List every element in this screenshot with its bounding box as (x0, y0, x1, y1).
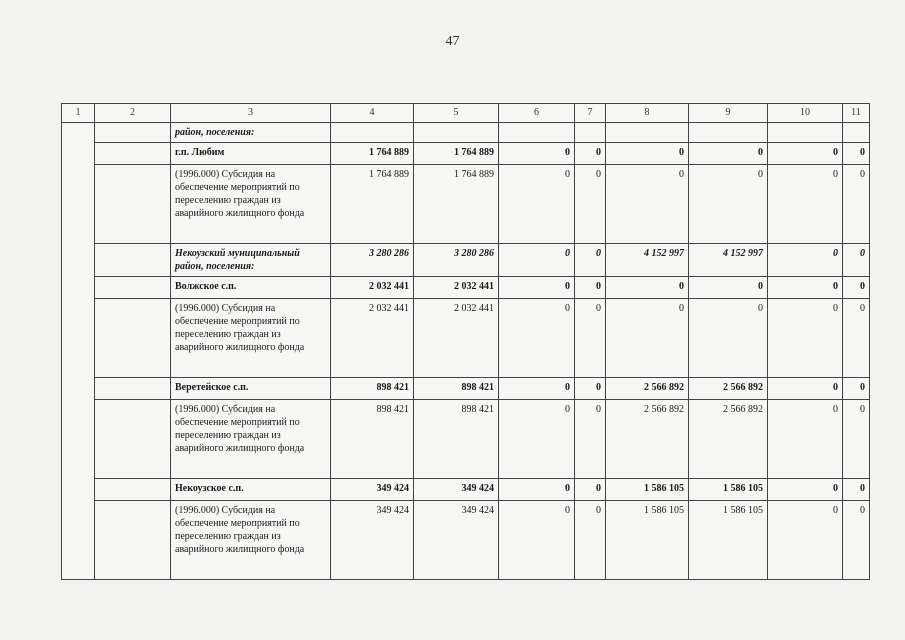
value-cell: 0 (499, 165, 575, 244)
value-cell (843, 123, 870, 143)
value-cell: 1 586 105 (689, 501, 768, 580)
value-cell: 0 (606, 299, 689, 378)
value-cell: 0 (499, 277, 575, 299)
value-cell: 2 566 892 (689, 400, 768, 479)
value-cell: 1 764 889 (414, 165, 499, 244)
page-number: 47 (445, 34, 460, 49)
column-number: 7 (575, 104, 606, 123)
budget-table (61, 103, 870, 580)
value-cell (768, 123, 843, 143)
table-row (62, 378, 870, 400)
value-cell: 0 (499, 400, 575, 479)
value-cell: 0 (843, 479, 870, 501)
value-cell (499, 123, 575, 143)
value-cell: 1 764 889 (414, 143, 499, 165)
value-cell: 0 (575, 299, 606, 378)
column-2-cell (95, 244, 171, 277)
value-cell: 349 424 (414, 501, 499, 580)
table-row (62, 123, 870, 143)
value-cell: 0 (606, 277, 689, 299)
row-name: г.п. Любим (171, 143, 331, 165)
value-cell: 2 032 441 (331, 299, 414, 378)
row-name: (1996.000) Субсидия на обеспечение мероприятий по переселению граждан из аварийного жилищного фонда (171, 501, 331, 580)
value-cell: 0 (689, 143, 768, 165)
value-cell: 4 152 997 (689, 244, 768, 277)
value-cell: 0 (499, 244, 575, 277)
value-cell: 0 (575, 501, 606, 580)
column-number: 6 (499, 104, 575, 123)
row-name: Некоузское с.п. (171, 479, 331, 501)
value-cell: 2 566 892 (606, 378, 689, 400)
column-2-cell (95, 277, 171, 299)
column-1-cell (62, 123, 95, 580)
value-cell: 0 (575, 277, 606, 299)
value-cell: 1 764 889 (331, 165, 414, 244)
value-cell: 0 (843, 277, 870, 299)
column-number: 10 (768, 104, 843, 123)
value-cell: 0 (768, 479, 843, 501)
value-cell: 0 (499, 479, 575, 501)
value-cell: 0 (843, 143, 870, 165)
column-2-cell (95, 501, 171, 580)
value-cell: 2 566 892 (689, 378, 768, 400)
row-name: Веретейское с.п. (171, 378, 331, 400)
column-number: 4 (331, 104, 414, 123)
column-2-cell (95, 299, 171, 378)
value-cell: 0 (768, 299, 843, 378)
value-cell: 1 586 105 (606, 501, 689, 580)
value-cell: 0 (575, 400, 606, 479)
row-name: Волжское с.п. (171, 277, 331, 299)
value-cell: 0 (689, 299, 768, 378)
value-cell: 0 (606, 165, 689, 244)
column-2-cell (95, 123, 171, 143)
value-cell: 0 (768, 400, 843, 479)
value-cell: 898 421 (414, 378, 499, 400)
value-cell: 0 (843, 299, 870, 378)
value-cell: 0 (606, 143, 689, 165)
value-cell (331, 123, 414, 143)
value-cell: 0 (499, 143, 575, 165)
column-number: 9 (689, 104, 768, 123)
column-number: 2 (95, 104, 171, 123)
column-number-row (62, 104, 870, 123)
value-cell (689, 123, 768, 143)
column-2-cell (95, 165, 171, 244)
value-cell: 3 280 286 (414, 244, 499, 277)
row-name: (1996.000) Субсидия на обеспечение мероприятий по переселению граждан из аварийного жилищного фонда (171, 400, 331, 479)
value-cell: 0 (575, 479, 606, 501)
value-cell: 0 (689, 277, 768, 299)
value-cell: 349 424 (414, 479, 499, 501)
table-row (62, 143, 870, 165)
column-2-cell (95, 479, 171, 501)
value-cell: 2 032 441 (331, 277, 414, 299)
value-cell: 898 421 (414, 400, 499, 479)
column-2-cell (95, 143, 171, 165)
value-cell: 0 (499, 299, 575, 378)
value-cell: 0 (843, 165, 870, 244)
value-cell: 0 (499, 378, 575, 400)
table-row (62, 501, 870, 580)
value-cell (414, 123, 499, 143)
value-cell: 0 (768, 501, 843, 580)
value-cell: 0 (768, 277, 843, 299)
table-row (62, 479, 870, 501)
table-row (62, 299, 870, 378)
value-cell: 0 (768, 378, 843, 400)
table-body (62, 104, 870, 580)
table-row (62, 165, 870, 244)
value-cell: 0 (575, 244, 606, 277)
value-cell (606, 123, 689, 143)
value-cell: 0 (575, 378, 606, 400)
value-cell: 0 (843, 378, 870, 400)
value-cell: 0 (689, 165, 768, 244)
value-cell: 1 764 889 (331, 143, 414, 165)
value-cell: 0 (843, 501, 870, 580)
value-cell: 0 (575, 165, 606, 244)
value-cell (575, 123, 606, 143)
column-number: 8 (606, 104, 689, 123)
value-cell: 0 (575, 143, 606, 165)
value-cell: 2 032 441 (414, 277, 499, 299)
value-cell: 1 586 105 (689, 479, 768, 501)
value-cell: 4 152 997 (606, 244, 689, 277)
value-cell: 3 280 286 (331, 244, 414, 277)
value-cell: 898 421 (331, 400, 414, 479)
column-2-cell (95, 400, 171, 479)
column-number: 11 (843, 104, 870, 123)
column-number: 5 (414, 104, 499, 123)
value-cell: 1 586 105 (606, 479, 689, 501)
value-cell: 0 (843, 400, 870, 479)
row-name: (1996.000) Субсидия на обеспечение мероприятий по переселению граждан из аварийного жилищного фонда (171, 165, 331, 244)
table-row (62, 400, 870, 479)
value-cell: 0 (768, 165, 843, 244)
value-cell: 0 (768, 143, 843, 165)
value-cell: 0 (768, 244, 843, 277)
column-2-cell (95, 378, 171, 400)
row-name: район, поселения: (171, 123, 331, 143)
value-cell: 0 (499, 501, 575, 580)
value-cell: 2 032 441 (414, 299, 499, 378)
value-cell: 349 424 (331, 501, 414, 580)
value-cell: 2 566 892 (606, 400, 689, 479)
row-name: (1996.000) Субсидия на обеспечение мероприятий по переселению граждан из аварийного жилищного фонда (171, 299, 331, 378)
value-cell: 898 421 (331, 378, 414, 400)
column-number: 1 (62, 104, 95, 123)
table-row (62, 244, 870, 277)
value-cell: 349 424 (331, 479, 414, 501)
value-cell: 0 (843, 244, 870, 277)
row-name: Некоузский муниципальный район, поселения: (171, 244, 331, 277)
table-row (62, 277, 870, 299)
column-number: 3 (171, 104, 331, 123)
